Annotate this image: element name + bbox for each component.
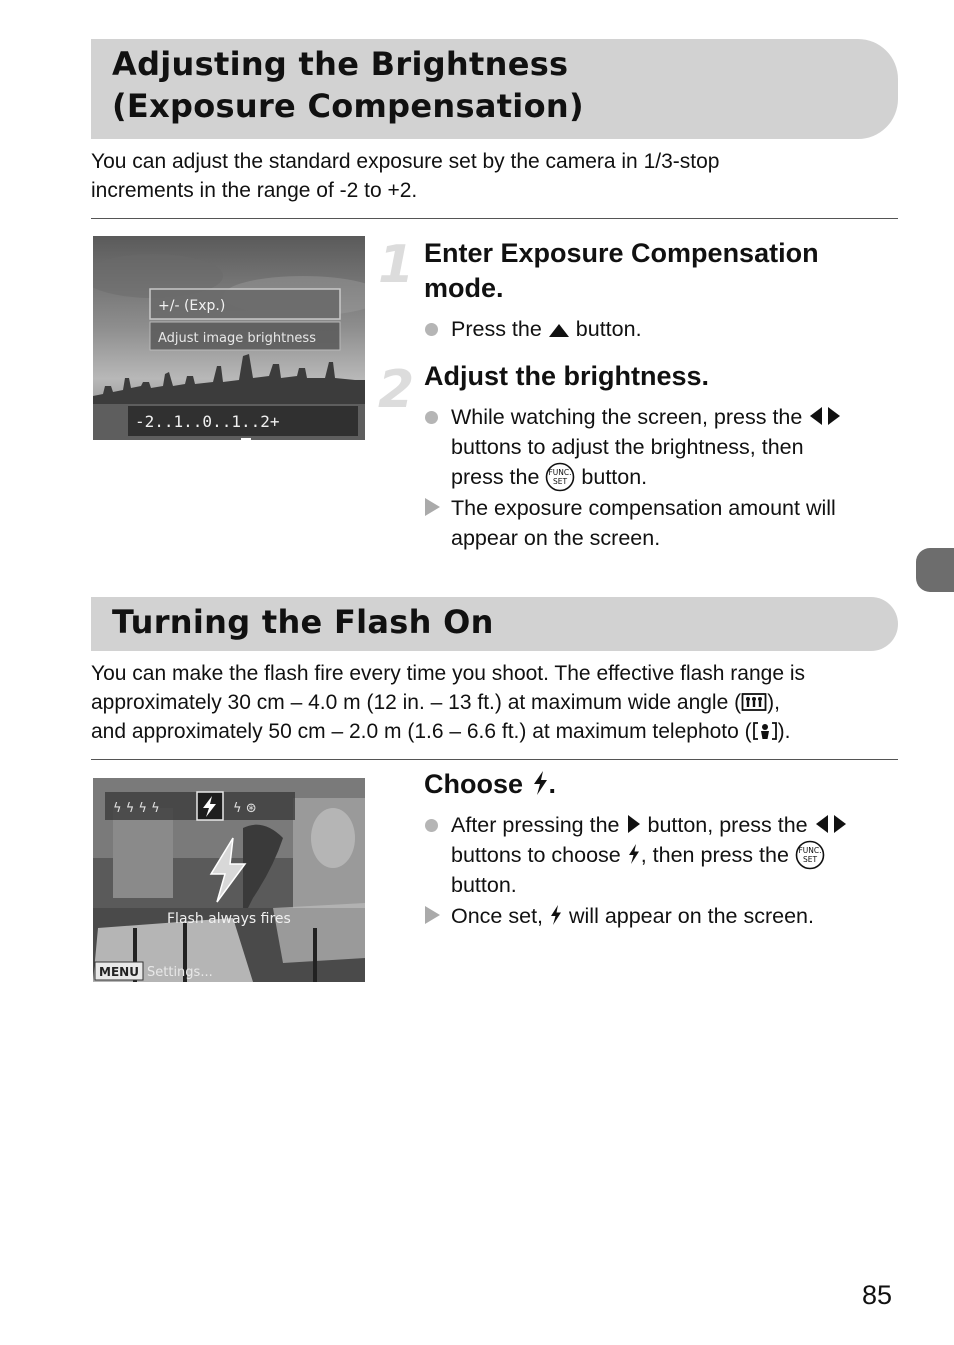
exposure-scale: -2..1..0..1..2+ — [135, 412, 280, 431]
flash-step-title: Choose . — [424, 769, 557, 799]
right-arrow-button-icon — [626, 813, 642, 835]
svg-text:FUNC.: FUNC. — [798, 846, 822, 855]
step2-bullet-2: The exposure compensation amount will appear on the screen. — [425, 493, 895, 553]
flash-icon — [531, 770, 549, 796]
svg-text:ϟ ⊛: ϟ ⊛ — [233, 801, 257, 816]
result-triangle-icon — [425, 906, 440, 924]
flash-icon — [549, 904, 563, 926]
settings-label: Settings... — [147, 965, 213, 980]
result-triangle-icon — [425, 498, 440, 516]
menu-label: MENU — [99, 965, 139, 979]
flash-intro: You can make the flash fire every time you shoot. The effective flash range is approximately 30 cm – 4.0 m (12 in. – 13 ft.) at maximum wide angle ( ), and approximately 50 cm – 2.0 m (1.6 – 6.6 ft.) at maximum telephoto ( ). — [91, 662, 806, 743]
divider — [91, 759, 898, 760]
section-title-flash: Turning the Flash On — [112, 603, 494, 641]
section-title-exposure: Adjusting the Brightness (Exposure Compensation) — [112, 45, 584, 125]
step-number-2: 2 — [378, 360, 415, 420]
left-right-arrows-icon — [808, 405, 842, 427]
step1-bullet: Press the button. — [425, 314, 895, 344]
exposure-intro: You can adjust the standard exposure set by the camera in 1/3-stop increments in the range of -2 to +2. — [91, 150, 720, 202]
section-header-exposure — [91, 39, 898, 139]
step2-title: Adjust the brightness. — [424, 361, 710, 391]
func-set-button-icon — [795, 840, 825, 870]
bullet-dot-icon — [425, 323, 438, 336]
page-number: 85 — [862, 1280, 893, 1310]
chapter-tab — [916, 548, 954, 592]
svg-text:SET: SET — [802, 855, 817, 864]
flash-screen-image — [93, 778, 365, 982]
step-number-1: 1 — [378, 235, 415, 295]
section-header-flash — [91, 597, 898, 651]
bullet-dot-icon — [425, 819, 438, 832]
flash-caption: Flash always fires — [167, 911, 291, 927]
svg-text:SET: SET — [553, 477, 568, 486]
bullet-dot-icon — [425, 411, 438, 424]
step2-bullet-1: While watching the screen, press the buttons to adjust the brightness, then press the FUNC. SET button. — [425, 402, 895, 492]
exposure-screen-image — [93, 236, 365, 440]
func-set-button-icon — [545, 462, 575, 492]
flash-step-bullet-1: After pressing the button, press the buttons to choose , then press the FUNC. SET button. — [425, 810, 895, 900]
telephoto-icon — [752, 721, 778, 741]
flash-icon — [627, 843, 641, 865]
svg-text:FUNC.: FUNC. — [548, 468, 572, 477]
flash-mode-icons: ϟ ϟ ϟ ϟ — [113, 801, 160, 816]
left-right-arrows-icon — [814, 813, 848, 835]
divider — [91, 218, 898, 219]
wide-angle-icon — [741, 692, 767, 712]
menu-item-adjust: Adjust image brightness — [158, 331, 316, 346]
menu-item-exp: +/- (Exp.) — [158, 298, 226, 314]
step1-title: Enter Exposure Compensation mode. — [424, 238, 819, 303]
up-arrow-button-icon — [548, 321, 570, 339]
flash-step-bullet-2: Once set, will appear on the screen. — [425, 901, 895, 931]
